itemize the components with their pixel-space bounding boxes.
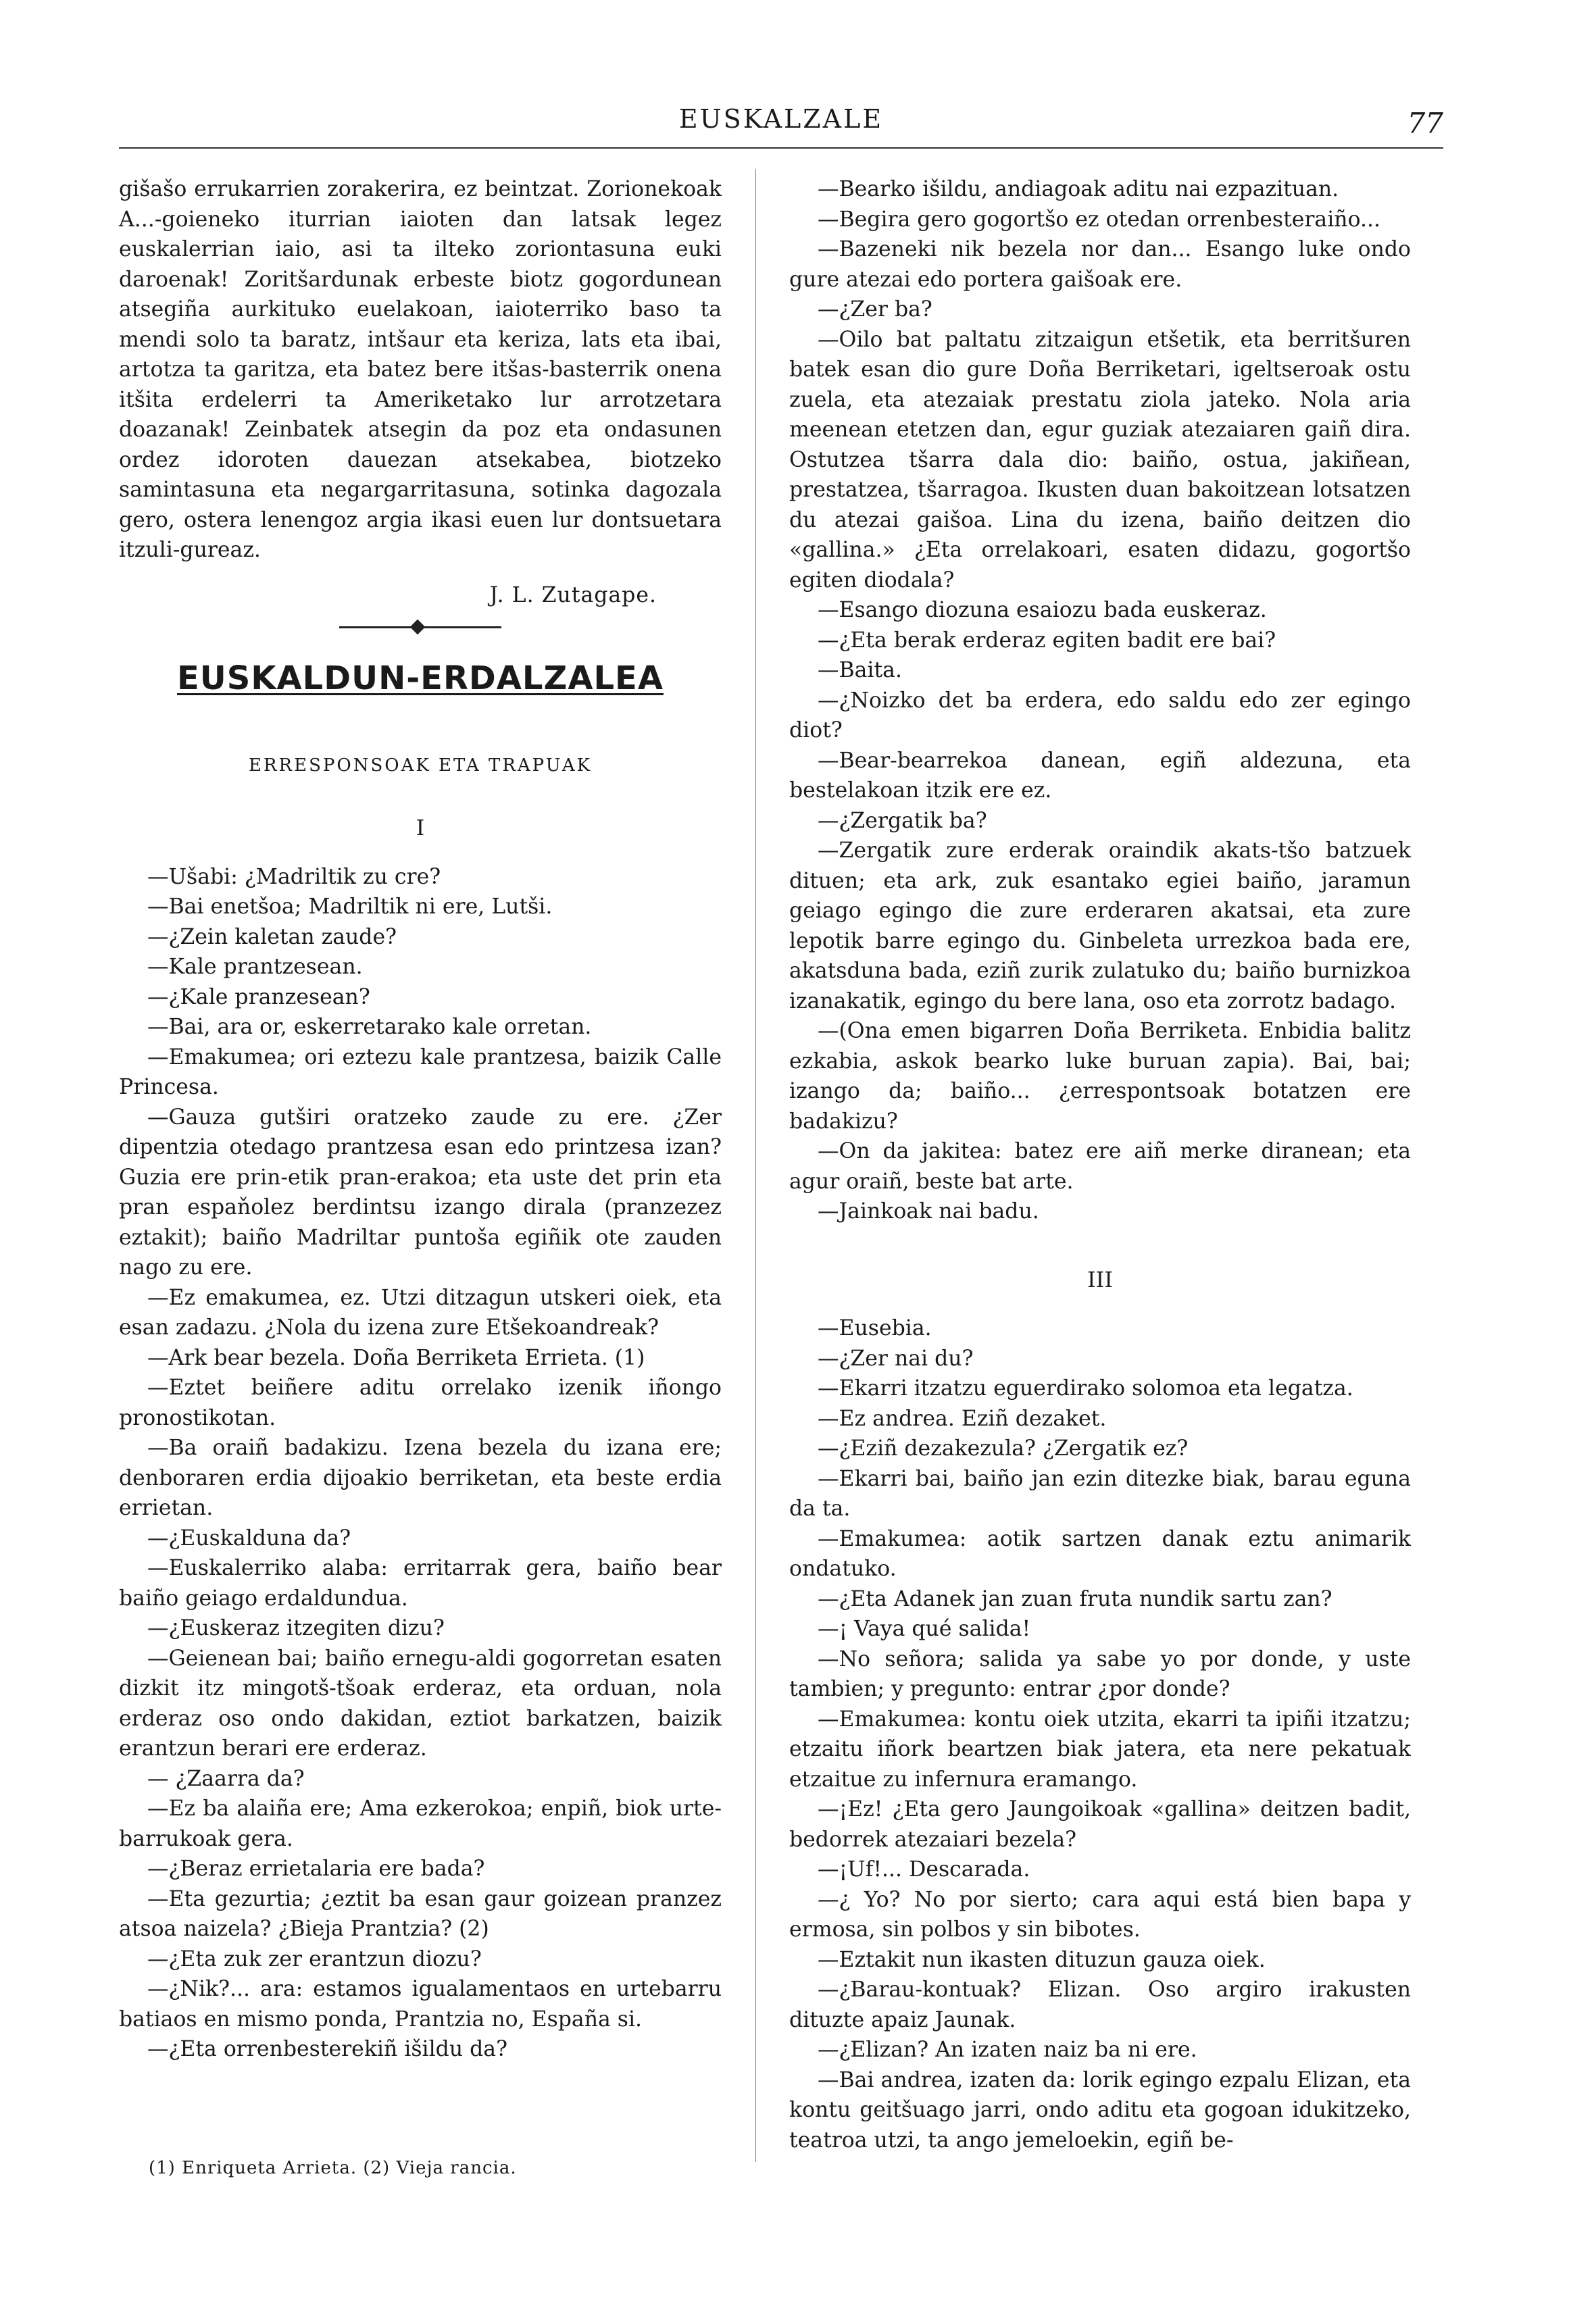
chapter-number: I bbox=[416, 815, 425, 840]
dialogue-line: —Ark bear bezela. Doña Berriketa Errieta. (1) bbox=[147, 1345, 645, 1370]
dialogue-line: —¿Eta berak erderaz egiten badit ere bai? bbox=[818, 628, 1276, 653]
dialogue-line: —Eztakit nun ikasten dituzun gauza oiek. bbox=[818, 1947, 1266, 1972]
dialogue-line: —¿Euskeraz itzegiten dizu? bbox=[147, 1616, 445, 1640]
chapter-number: III bbox=[1087, 1266, 1113, 1292]
dialogue-line: — ¿Zaarra da? bbox=[147, 1766, 305, 1791]
dialogue-line: —Ekarri itzatzu eguerdirako solomoa eta legatza. bbox=[818, 1376, 1353, 1401]
dialogue-line: —Bai andrea, izaten da: lorik egingo ezpalu Elizan, eta kontu geitšuago jarri, ondo aditu eta gogoan idukitzeko, teatroa utzi, ta ango jemeloekin, egiñ be- bbox=[789, 2067, 1411, 2153]
intro-paragraph: gišašo errukarrien zorakerira, ez beintzat. Zorionekoak A...-goieneko iturrian iaioten dan latsak legez euskalerrian iaio, asi ta ilteko zoriontasuna euki daroenak! Zoritšardunak erbeste biotz gogordunean atsegiña aurkituko euelakoan, iaioterriko baso ta mendi solo ta baratz, intšaur eta keriza, lats eta ibai, artotza ta garitza, eta batez bere itšas-basterrik onena itšita erdelerri ta Ameriketako lur arrotzetara doazanak! Zeinbatek atsegin da poz eta ondasunen ordez idoroten dauezan atsekabea, biotzeko samintasuna eta negargarritasuna, sotinka dagozala gero, ostera lenengoz argia ikasi euen lur dontsuetara itzuli-gureaz. bbox=[119, 177, 722, 562]
dialogue-line: —Jainkoak nai badu. bbox=[818, 1199, 1039, 1224]
dialogue-line: —Esango diozuna esaiozu bada euskeraz. bbox=[818, 598, 1267, 622]
dialogue-line: —¡Ez! ¿Eta gero Jaungoikoak «gallina» deitzen badit, bedorrek atezaiari bezela? bbox=[789, 1797, 1411, 1852]
dialogue-line: —Eusebia. bbox=[818, 1316, 932, 1340]
dialogue-line: —Bazeneki nik bezela nor dan... Esango luke ondo gure atezai edo portera gaišoak ere. bbox=[789, 237, 1411, 292]
page-header bbox=[119, 100, 1443, 149]
dialogue-block bbox=[119, 862, 722, 2065]
page-number: 77 bbox=[1407, 107, 1443, 140]
dialogue-block bbox=[789, 174, 1411, 1227]
dialogue-line: —Bai, ara or, eskerretarako kale orretan. bbox=[147, 1015, 592, 1039]
ornament-divider bbox=[339, 626, 501, 634]
dialogue-line: —¿Kale pranzesean? bbox=[147, 984, 370, 1009]
dialogue-line: —Bear-bearrekoa danean, egiñ aldezuna, eta bestelakoan itzik ere ez. bbox=[789, 748, 1411, 803]
dialogue-line: —Bai enetšoa; Madriltik ni ere, Lutši. bbox=[147, 895, 553, 919]
dialogue-line: —¿Eziñ dezakezula? ¿Zergatik ez? bbox=[818, 1436, 1189, 1461]
dialogue-line: —Eta gezurtia; ¿eztit ba esan gaur goizean pranzez atsoa naizela? ¿Bieja Prantzia? (2) bbox=[119, 1886, 722, 1941]
footnotes: (1) Enriqueta Arrieta. (2) Vieja rancia. bbox=[149, 2158, 517, 2178]
dialogue-line: —¿Beraz errietalaria ere bada? bbox=[147, 1857, 485, 1881]
dialogue-line: —¿Zergatik ba? bbox=[818, 808, 987, 833]
dialogue-line: —Emakumea: kontu oiek utzita, ekarri ta ipiñi itzatzu; etzaitu iñork beartzen biak jatera, eta nere pekatuak etzaitue zu infernura eramango. bbox=[789, 1707, 1411, 1792]
dialogue-line: —¿Zer nai du? bbox=[818, 1346, 974, 1371]
dialogue-line: —¿Eta orrenbesterekiñ išildu da? bbox=[147, 2037, 507, 2061]
dialogue-line: —Gauza gutširi oratzeko zaude zu ere. ¿Zer dipentzia otedago prantzesa esan edo printzesa izan? Guzia ere prin-etik pran-erakoa; eta uste det prin eta pran espaňolez berdintsu izango dirala (pranzezez eztakit); baiño Madriltar puntoša egiñik ote zauden nago zu ere. bbox=[119, 1105, 722, 1280]
dialogue-line: —(Ona emen bigarren Doña Berriketa. Enbidia balitz ezkabia, askok bearko luke buruan zapia). Bai, bai; izango da; baiño... ¿errespontsoak botatzen ere badakizu? bbox=[789, 1019, 1411, 1134]
dialogue-line: —¿Eta Adanek jan zuan fruta nundik sartu zan? bbox=[818, 1586, 1332, 1611]
dialogue-line: —¡Uf!... Descarada. bbox=[818, 1857, 1030, 1882]
dialogue-line: —Emakumea: aotik sartzen danak eztu animarik ondatuko. bbox=[789, 1526, 1411, 1581]
dialogue-line: —Ekarri bai, baiño jan ezin ditezke biak, barau eguna da ta. bbox=[789, 1466, 1411, 1521]
column-divider bbox=[755, 169, 756, 2162]
right-column bbox=[789, 174, 1411, 2155]
running-head: EUSKALZALE bbox=[678, 104, 884, 134]
author-signature: J. L. Zutagape. bbox=[489, 582, 657, 607]
dialogue-line: —Ez andrea. Eziñ dezaket. bbox=[818, 1406, 1107, 1431]
dialogue-line: —Kale prantzesean. bbox=[147, 955, 363, 979]
dialogue-line: —Bearko išildu, andiagoak aditu nai ezpazituan. bbox=[818, 177, 1339, 201]
left-column bbox=[119, 174, 722, 2065]
dialogue-line: —Euskalerriko alaba: erritarrak gera, baiño bear baiño geiago erdaldundua. bbox=[119, 1556, 722, 1611]
dialogue-line: —¡ Vaya qué salida! bbox=[818, 1617, 1031, 1641]
dialogue-block bbox=[789, 1313, 1411, 2155]
dialogue-line: —Ez emakumea, ez. Utzi ditzagun utskeri oiek, eta esan zadazu. ¿Nola du izena zure Etšekoandreak? bbox=[119, 1285, 722, 1340]
dialogue-line: —Ušabi: ¿Madriltik zu cre? bbox=[147, 864, 441, 889]
dialogue-line: —¿Zein kaletan zaude? bbox=[147, 924, 397, 949]
dialogue-line: —Zergatik zure erderak oraindik akats-tšo batzuek dituen; eta ark, zuk esantako egiei baiño, jaramun geiago egingo die zure erderaren akatsai, eta zure lepotik barre egingo du. Ginbeleta urrezkoa bada ere, akatsduna bada, eziñ zurik zulatuko du; baiño burnizkoa izanakatik, egingo du bere lana, oso eta zorrotz badago. bbox=[789, 838, 1411, 1013]
dialogue-line: —¿Barau-kontuak? Elizan. Oso argiro irakusten dituzte apaiz Jaunak. bbox=[789, 1978, 1411, 2032]
dialogue-line: —¿Zer ba? bbox=[818, 297, 932, 322]
dialogue-line: —Emakumea; ori eztezu kale prantzesa, baizik Calle Princesa. bbox=[119, 1045, 722, 1099]
dialogue-line: —Baita. bbox=[818, 658, 902, 682]
dialogue-line: —Eztet beiñere aditu orrelako izenik iñongo pronostikotan. bbox=[119, 1376, 722, 1430]
dialogue-line: —¿Eta zuk zer erantzun diozu? bbox=[147, 1946, 482, 1971]
dialogue-line: —¿ Yo? No por sierto; cara aqui está bien bapa y ermosa, sin polbos y sin bibotes. bbox=[789, 1887, 1411, 1942]
dialogue-line: —On da jakitea: batez ere aiñ merke diranean; eta agur oraiñ, beste bat arte. bbox=[789, 1139, 1411, 1194]
dialogue-line: —Begira gero gogortšo ez otedan orrenbesteraiño... bbox=[818, 207, 1381, 232]
dialogue-line: —No señora; salida ya sabe yo por donde, y uste tambien; y pregunto: entrar ¿por donde? bbox=[789, 1646, 1411, 1701]
dialogue-line: —¿Nik?... ara: estamos igualamentaos en urtebarru batiaos en mismo ponda, Prantzia no, España si. bbox=[119, 1977, 722, 2032]
section-title: EUSKALDUN-ERDALZALEA bbox=[177, 659, 664, 697]
dialogue-line: —Geienean bai; baiño ernegu-aldi gogorretan esaten dizkit itz mingotš-tšoak erderaz, eta orduan, nola erderaz oso ondo dakidan, eztiot barkatzen, baizik erantzun berari ere erderaz. bbox=[119, 1646, 722, 1761]
dialogue-line: —¿Noizko det ba erdera, edo saldu edo zer egingo diot? bbox=[789, 688, 1411, 743]
dialogue-line: —Oilo bat paltatu zitzaigun etšetik, eta berritšuren batek esan dio gure Doña Berriketari, igeltseroak ostu zuela, eta atezaiak prestatu ziola jateko. Nola aria meenean etetzen dan, egur guziak atezaiaren gaiñ dira. Ostutzea tšarra dala dio: baiño, ostua, jakiñean, prestatzea, tšarragoa. Ikusten duan bakoitzean lotsatzen du atezai gaišoa. Lina du izena, baiño deitzen dio «gallina.» ¿Eta orrelakoari, esaten didazu, gogortšo egiten diodala? bbox=[789, 327, 1411, 593]
dialogue-line: —Ez ba alaiña ere; Ama ezkerokoa; enpiñ, biok urte-barrukoak gera. bbox=[119, 1796, 722, 1851]
section-subtitle: ERRESPONSOAK ETA TRAPUAK bbox=[248, 755, 593, 776]
dialogue-line: —Ba oraiñ badakizu. Izena bezela du izana ere; denboraren erdia dijoakio berriketan, eta beste erdia errietan. bbox=[119, 1436, 722, 1520]
dialogue-line: —¿Elizan? An izaten naiz ba ni ere. bbox=[818, 2038, 1197, 2062]
dialogue-line: —¿Euskalduna da? bbox=[147, 1526, 351, 1551]
